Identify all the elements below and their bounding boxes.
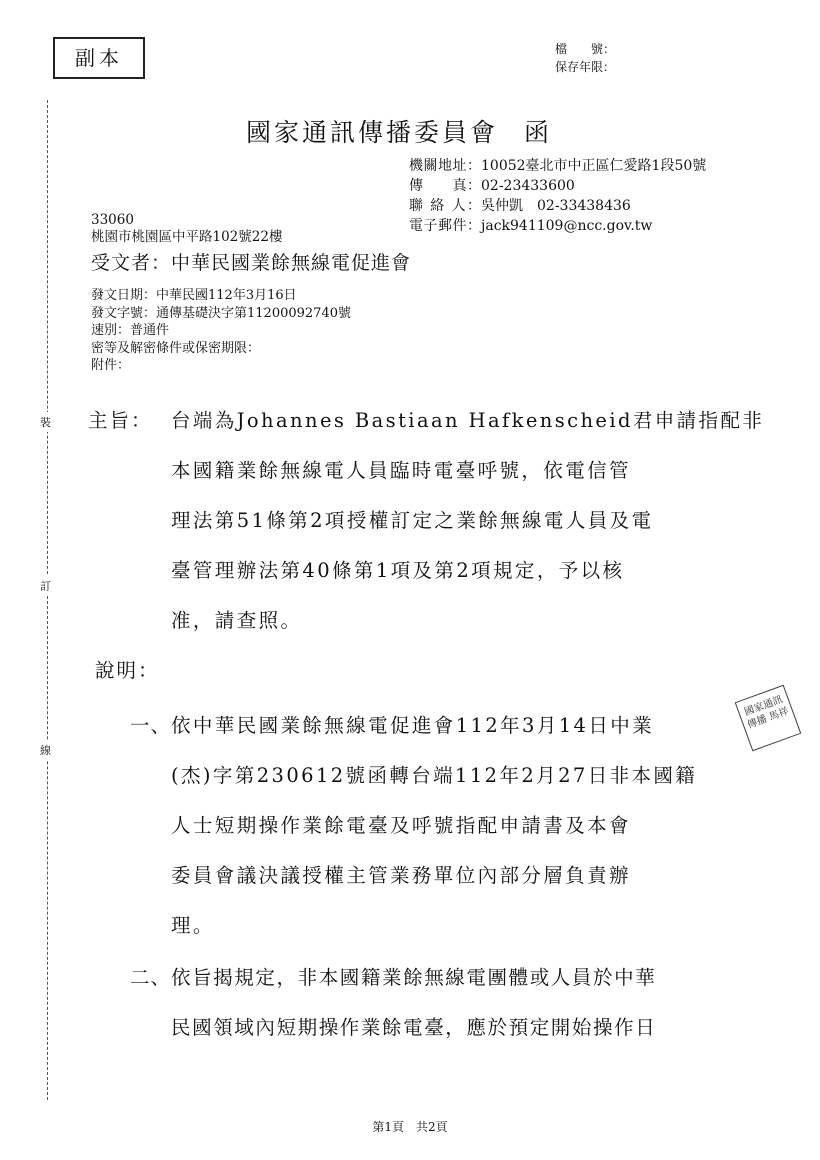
binding-line — [47, 100, 48, 1100]
explanation-item-number: 一、 — [130, 714, 172, 737]
contact-person-value: 吳仲凱 02-33438436 — [481, 198, 631, 214]
subject-line: 准，請查照。 — [171, 609, 303, 632]
binding-mark-ding: 訂 — [40, 576, 51, 596]
address-row — [409, 156, 706, 176]
recipient-zip: 33060 — [91, 212, 134, 228]
email-label: 電子郵件： — [409, 218, 481, 234]
subject-line: 本國籍業餘無線電人員臨時電臺呼號，依電信管 — [171, 459, 631, 482]
explanation-line: 依中華民國業餘無線電促進會112年3月14日中業 — [171, 714, 655, 737]
explanation-line: (杰)字第230612號函轉台端112年2月27日非本國籍 — [171, 764, 698, 787]
explanation-label: 說明： — [95, 659, 160, 682]
binding-mark-zhuang: 裝 — [40, 412, 51, 432]
contact-person-label: 聯 絡 人： — [409, 198, 481, 214]
file-meta — [555, 40, 615, 76]
explanation-line: 人士短期操作業餘電臺及呼號指配申請書及本會 — [171, 814, 631, 837]
subject-label: 主旨： — [88, 409, 153, 432]
subject-line: 台端為Johannes Bastiaan Hafkenscheid君申請指配非 — [171, 409, 765, 432]
secrecy-level: 密等及解密條件或保密期限： — [91, 340, 261, 356]
explanation-line: 委員會議決議授權主管業務單位內部分層負責辦 — [171, 864, 631, 887]
file-number-label: 檔 號： — [554, 42, 615, 56]
fax-row — [409, 176, 706, 196]
recipient: 受文者：中華民國業餘無線電促進會 — [91, 252, 412, 274]
contact-person-row — [409, 196, 706, 216]
address-value: 10052臺北市中正區仁愛路1段50號 — [481, 158, 707, 174]
document-title — [246, 113, 552, 149]
issue-number: 發文字號：通傳基礎決字第11200092740號 — [91, 305, 351, 321]
document-type: 函 — [524, 118, 553, 147]
explanation-line: 理。 — [171, 914, 215, 937]
address-label: 機關地址： — [409, 158, 481, 174]
fax-label: 傳 真： — [409, 178, 481, 194]
email-row — [409, 216, 706, 236]
email-value: jack941109@ncc.gov.tw — [481, 218, 653, 234]
received-stamp: 國家通訊傳播 馬祥 — [735, 685, 802, 752]
explanation-item-number: 二、 — [130, 966, 172, 989]
agency-name: 國家通訊傳播委員會 — [246, 118, 499, 147]
recipient-street: 桃園市桃園區中平路102號22樓 — [91, 229, 283, 245]
contact-block — [409, 156, 706, 236]
page-number: 第1頁 共2頁 — [372, 1120, 448, 1134]
copy-stamp-box — [53, 37, 145, 79]
attachment: 附件： — [91, 358, 131, 373]
retention-label: 保存年限： — [554, 60, 615, 74]
subject-line: 臺管理辦法第40條第1項及第2項規定，予以核 — [171, 559, 625, 582]
subject-line: 理法第51條第2項授權訂定之業餘無線電人員及電 — [171, 509, 654, 532]
explanation-line: 民國領域內短期操作業餘電臺，應於預定開始操作日 — [171, 1016, 657, 1039]
explanation-line: 依旨揭規定，非本國籍業餘無線電團體或人員於中華 — [171, 966, 657, 989]
speed-class: 速別：普通件 — [91, 323, 170, 338]
copy-label: 副本 — [75, 46, 123, 70]
fax-value: 02-23433600 — [481, 178, 575, 194]
document-meta — [91, 287, 351, 375]
issue-date: 發文日期：中華民國112年3月16日 — [91, 288, 297, 303]
binding-mark-xian: 線 — [40, 740, 51, 760]
